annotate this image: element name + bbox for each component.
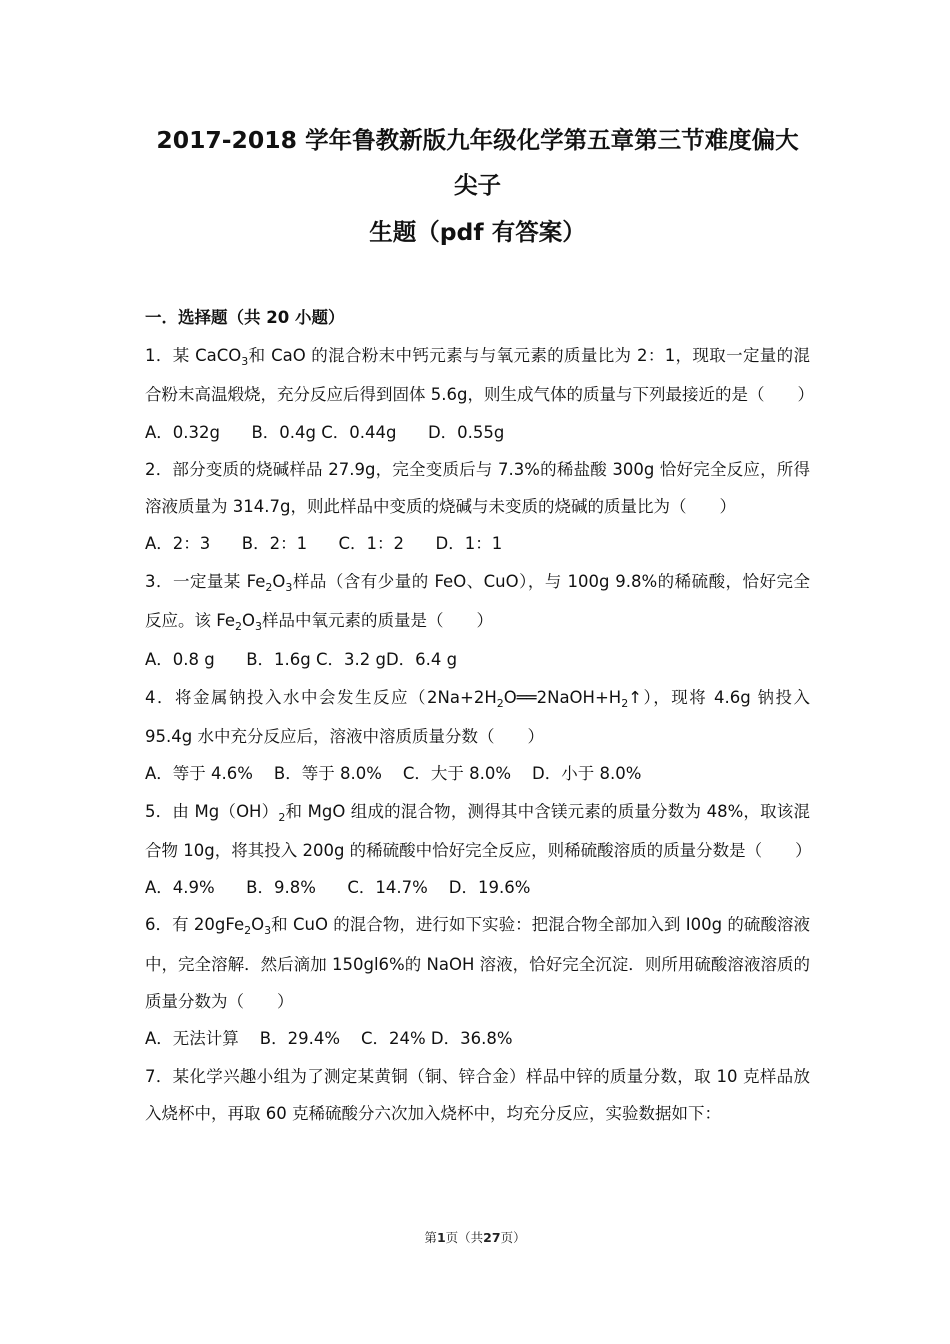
question-2: 2．部分变质的烧碱样品 27.9g，完全变质后与 7.3%的稀盐酸 300g 恰好完全反应，所得溶液质量为 314.7g，则此样品中变质的烧碱与未变质的烧碱的质量比为（ ） bbox=[145, 459, 810, 517]
title-line-2: 生题（pdf 有答案） bbox=[369, 218, 586, 246]
question-6-options: A．无法计算 B．29.4% C．24% D．36.8% bbox=[145, 1029, 513, 1049]
document-title bbox=[145, 118, 810, 255]
question-5-options: A．4.9% B．9.8% C．14.7% D．19.6% bbox=[145, 878, 531, 898]
question-4-options: A．等于 4.6% B．等于 8.0% C．大于 8.0% D．小于 8.0% bbox=[145, 764, 642, 784]
question-3-options: A．0.8 g B．1.6g C．3.2 gD．6.4 g bbox=[145, 650, 458, 670]
question-2-options: A．2：3 B．2：1 C．1：2 D．1：1 bbox=[145, 534, 503, 554]
page-content bbox=[145, 118, 814, 1132]
total-page-count: 27 bbox=[483, 1230, 501, 1245]
title-line-1: 2017-2018 学年鲁教新版九年级化学第五章第三节难度偏大尖子 bbox=[156, 126, 799, 199]
page-footer: 第1页（共27页） bbox=[424, 1230, 526, 1245]
question-5: 5．由 $Mg(OH)_2$和 MgO 组成的混合物，测得其中含镁元素的质量分数为 48%，取该混合物 10g，将其投入 200g 的稀硫酸中恰好完全反应，则稀硫酸溶质的质量分数是（ ） bbox=[145, 801, 812, 860]
question-7: 7．某化学兴趣小组为了测定某黄铜（铜、锌合金）样品中锌的质量分数，取 10 克样品放入烧杯中，再取 60 克稀硫酸分六次加入烧杯中，均充分反应，实验数据如下： bbox=[145, 1066, 810, 1123]
question-4: 4．将金属钠投入水中会发生反应$(2Na+2H_2O══2NaOH+H_2↑)$，现将 4.6g 钠投入 95.4g 水中充分反应后，溶液中溶质质量分数（ ） bbox=[145, 687, 811, 746]
question-1: 1．某 CaCO$_3$和 CaO 的混合粉末中钙元素与与氧元素的质量比为 2：1，现取一定量的混合粉末高温煅烧，充分反应后得到固体 5.6g，则生成气体的质量与下列最接近的是（ ） bbox=[145, 346, 814, 405]
question-6: 6．有 $20gFe_2O_3$和 CuO 的混合物，进行如下实验：把混合物全部加入到 I00g 的硫酸溶液中，完全溶解．然后滴加 150gl6%的 NaOH 溶液，恰好完全沉淀．则所用硫酸溶液溶质的质量分数为（ ） bbox=[145, 915, 811, 1012]
section-heading: 一．选择题（共 20 小题） bbox=[145, 308, 345, 327]
question-1-options: A．0.32g B．0.4g C．0.44g D．0.55g bbox=[145, 422, 505, 442]
question-3: 3．一定量某 $Fe_2O_3$样品（含有少量的 FeO、CuO），与 100g 9.8%的稀硫酸，恰好完全反应。该 $Fe_2O_3$样品中氧元素的质量是（ ） bbox=[145, 571, 810, 634]
current-page-number: 1 bbox=[436, 1230, 446, 1245]
